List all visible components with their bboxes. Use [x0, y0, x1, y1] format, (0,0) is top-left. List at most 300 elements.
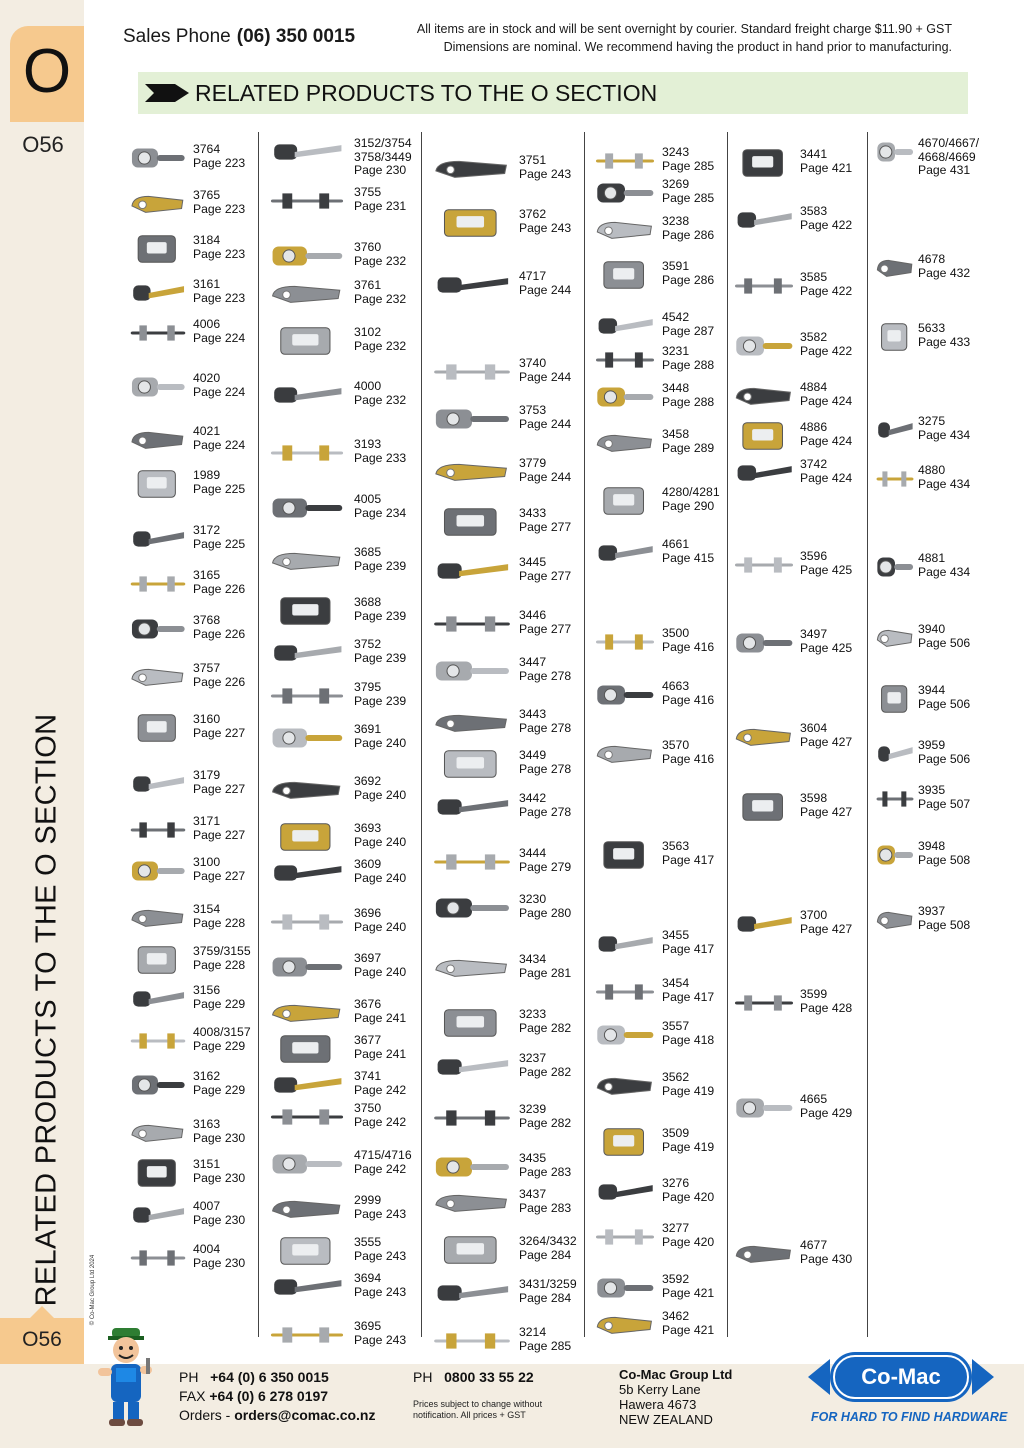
- product-code: 4005: [354, 492, 382, 506]
- product-page-ref[interactable]: Page 243: [354, 1332, 407, 1347]
- product-image-icon: [266, 133, 348, 176]
- product-page-ref[interactable]: Page 284: [519, 1290, 572, 1305]
- freephone-label: PH: [413, 1369, 433, 1385]
- column-divider: [727, 132, 728, 1337]
- product-code: 3604: [800, 721, 828, 735]
- product-page-ref[interactable]: Page 427: [800, 804, 853, 819]
- product-page-ref[interactable]: Page 241: [354, 1046, 407, 1061]
- product-image-icon: [429, 1231, 515, 1274]
- product-page-ref[interactable]: Page 424: [800, 470, 853, 485]
- product-label: [354, 279, 406, 306]
- product-label: [354, 1102, 406, 1129]
- product-page-ref[interactable]: Page 434: [918, 476, 971, 491]
- product-page-ref[interactable]: Page 239: [354, 608, 407, 623]
- product-label: [193, 1070, 245, 1097]
- product-page-ref[interactable]: Page 416: [662, 639, 715, 654]
- product-code: 3462: [662, 1309, 690, 1323]
- product-code: 3172: [193, 523, 221, 537]
- product-image-icon: [266, 948, 348, 991]
- product-label: [918, 784, 970, 811]
- product-page-ref[interactable]: Page 288: [662, 394, 715, 409]
- product-label: [800, 458, 852, 485]
- product-page-ref[interactable]: Page 290: [662, 498, 715, 513]
- product-page-ref[interactable]: Page 244: [519, 416, 572, 431]
- product-code: 3750: [354, 1101, 382, 1115]
- product-page-ref[interactable]: Page 508: [918, 852, 971, 867]
- product-label: [519, 792, 571, 819]
- product-page-ref[interactable]: Page 233: [354, 450, 407, 465]
- product-label: [519, 749, 571, 776]
- product-image-icon: [731, 267, 797, 310]
- product-page-ref[interactable]: Page 230: [193, 1255, 246, 1270]
- product-image-icon: [127, 185, 189, 228]
- product-page-ref[interactable]: Page 282: [519, 1020, 572, 1035]
- product-page-ref[interactable]: Page 240: [354, 735, 407, 750]
- product-label: [354, 638, 406, 665]
- product-label: [662, 627, 714, 654]
- product-page-ref[interactable]: Page 240: [354, 787, 407, 802]
- product-code: 3585: [800, 270, 828, 284]
- product-label: [193, 524, 245, 551]
- product-code: 4881: [918, 551, 946, 565]
- section-letter: O: [22, 37, 72, 106]
- product-page-ref[interactable]: Page 223: [193, 201, 246, 216]
- product-page-ref[interactable]: Page 280: [519, 905, 572, 920]
- product-label: [354, 438, 406, 465]
- product-label: [193, 945, 251, 972]
- product-label: [662, 1222, 714, 1249]
- product-page-ref[interactable]: Page 227: [193, 725, 246, 740]
- product-code: 3233: [519, 1007, 547, 1021]
- product-label: [918, 623, 970, 650]
- product-image-icon: [429, 1322, 515, 1365]
- product-label: [800, 1093, 852, 1120]
- product-code: 3441: [800, 147, 828, 161]
- product-page-ref[interactable]: Page 419: [662, 1083, 715, 1098]
- product-page-ref[interactable]: Page 240: [354, 919, 407, 934]
- company-address: [619, 1367, 732, 1427]
- product-page-ref[interactable]: Page 227: [193, 781, 246, 796]
- product-code: 2999: [354, 1193, 382, 1207]
- product-code: 3758/3449: [354, 149, 412, 164]
- product-page-ref[interactable]: Page 286: [662, 272, 715, 287]
- product-page-ref[interactable]: Page 239: [354, 558, 407, 573]
- product-code: 3275: [918, 414, 946, 428]
- product-code: 3557: [662, 1019, 690, 1033]
- product-image-icon: [429, 889, 515, 932]
- product-image-icon: [874, 901, 916, 944]
- product-page-ref[interactable]: Page 281: [519, 965, 572, 980]
- product-code: 3759/3155: [193, 944, 251, 958]
- product-page-ref[interactable]: Page 225: [193, 481, 246, 496]
- product-code: 3179: [193, 768, 221, 782]
- product-page-ref[interactable]: Page 232: [354, 338, 407, 353]
- product-image-icon: [874, 460, 916, 503]
- product-code: 3768: [193, 613, 221, 627]
- product-image-icon: [127, 368, 189, 411]
- product-label: [662, 1020, 714, 1047]
- product-image-icon: [592, 925, 658, 968]
- product-label: [662, 680, 714, 707]
- product-code: 3592: [662, 1272, 690, 1286]
- product-page-ref[interactable]: Page 282: [519, 1064, 572, 1079]
- product-image-icon: [592, 378, 658, 421]
- notice-line-2: Dimensions are nominal. We recommend having the product in hand prior to manufacturing.: [443, 40, 952, 54]
- product-page-ref[interactable]: Page 242: [354, 1082, 407, 1097]
- product-code: 3500: [662, 626, 690, 640]
- comac-logo: [808, 1346, 994, 1408]
- product-page-ref[interactable]: Page 227: [193, 827, 246, 842]
- product-image-icon: [266, 1268, 348, 1311]
- product-page-ref[interactable]: Page 433: [918, 334, 971, 349]
- product-image-icon: [127, 274, 189, 317]
- product-label: [519, 1278, 577, 1305]
- product-label: [519, 1052, 571, 1079]
- product-page-ref[interactable]: Page 286: [662, 227, 715, 242]
- product-page-ref[interactable]: Page 418: [662, 1032, 715, 1047]
- product-code: 3751: [519, 153, 547, 167]
- product-image-icon: [127, 941, 189, 984]
- product-image-icon: [266, 1316, 348, 1359]
- product-image-icon: [266, 719, 348, 762]
- product-code: 3694: [354, 1271, 382, 1285]
- product-image-icon: [266, 634, 348, 677]
- product-page-ref[interactable]: Page 432: [918, 265, 971, 280]
- product-label: [193, 569, 245, 596]
- product-image-icon: [127, 1196, 189, 1239]
- product-page-ref[interactable]: Page 239: [354, 650, 407, 665]
- product-page-ref[interactable]: Page 243: [354, 1248, 407, 1263]
- product-page-ref[interactable]: Page 424: [800, 393, 853, 408]
- product-page-ref[interactable]: Page 277: [519, 519, 572, 534]
- product-page-ref[interactable]: Page 231: [354, 198, 407, 213]
- product-page-ref[interactable]: Page 416: [662, 751, 715, 766]
- product-code: 3609: [354, 857, 382, 871]
- product-page-ref[interactable]: Page 285: [662, 158, 715, 173]
- product-code: 3238: [662, 214, 690, 228]
- fax-label: FAX: [179, 1388, 206, 1404]
- product-page-ref[interactable]: Page 417: [662, 941, 715, 956]
- product-code: 3434: [519, 952, 547, 966]
- product-page-ref[interactable]: Page 230: [193, 1170, 246, 1185]
- banner-title: RELATED PRODUCTS TO THE O SECTION: [195, 80, 658, 106]
- product-code: 3264/3432: [519, 1234, 577, 1248]
- price-note-line-1: Prices subject to change without: [413, 1399, 543, 1409]
- product-page-ref[interactable]: Page 289: [662, 440, 715, 455]
- product-image-icon: [429, 1004, 515, 1047]
- product-label: [354, 1272, 406, 1299]
- product-page-ref[interactable]: Page 240: [354, 870, 407, 885]
- product-image-icon: [429, 652, 515, 695]
- product-label: [354, 493, 406, 520]
- product-image-icon: [127, 811, 189, 854]
- product-label: [354, 137, 412, 178]
- product-code: 3935: [918, 783, 946, 797]
- product-page-ref[interactable]: Page 242: [354, 1114, 407, 1129]
- product-label: [662, 215, 714, 242]
- product-page-ref[interactable]: Page 224: [193, 330, 246, 345]
- product-page-ref[interactable]: Page 240: [354, 964, 407, 979]
- product-label: [918, 905, 970, 932]
- product-page-ref[interactable]: Page 419: [662, 1139, 715, 1154]
- product-image-icon: [127, 980, 189, 1023]
- address-line-1: 5b Kerry Lane: [619, 1382, 701, 1397]
- logo-text: Co-Mac: [861, 1364, 941, 1389]
- product-code: 3152/3754: [354, 136, 412, 150]
- product-page-ref[interactable]: Page 229: [193, 1038, 246, 1053]
- product-page-ref[interactable]: Page 422: [800, 343, 853, 358]
- product-image-icon: [592, 1067, 658, 1110]
- vertical-section-title: RELATED PRODUCTS TO THE O SECTION: [30, 713, 63, 1307]
- product-image-icon: [592, 256, 658, 299]
- product-page-ref[interactable]: Page 239: [354, 693, 407, 708]
- product-page-ref[interactable]: Page 421: [662, 1322, 715, 1337]
- product-code: 3570: [662, 738, 690, 752]
- product-code: 3214: [519, 1325, 547, 1339]
- product-code: 4665: [800, 1092, 828, 1106]
- product-image-icon: [429, 150, 515, 193]
- product-page-ref[interactable]: Page 424: [800, 433, 853, 448]
- product-image-icon: [592, 424, 658, 467]
- product-page-ref[interactable]: Page 422: [800, 217, 853, 232]
- product-code: 3448: [662, 381, 690, 395]
- product-code: 3433: [519, 506, 547, 520]
- product-code: 3676: [354, 997, 382, 1011]
- product-label: [918, 464, 970, 491]
- product-image-icon: [429, 453, 515, 496]
- product-page-ref[interactable]: Page 428: [800, 1000, 853, 1015]
- product-page-ref[interactable]: Page 506: [918, 696, 971, 711]
- product-image-icon: [592, 973, 658, 1016]
- product-code: 3458: [662, 427, 690, 441]
- product-image-icon: [429, 204, 515, 247]
- product-page-ref[interactable]: Page 417: [662, 852, 715, 867]
- company-name: Co-Mac Group Ltd: [619, 1367, 733, 1382]
- product-code: 3162: [193, 1069, 221, 1083]
- product-page-ref[interactable]: Page 226: [193, 581, 246, 596]
- product-page-ref[interactable]: Page 277: [519, 568, 572, 583]
- product-page-ref[interactable]: Page 427: [800, 734, 853, 749]
- product-page-ref[interactable]: Page 415: [662, 550, 715, 565]
- product-image-icon: [266, 275, 348, 318]
- product-image-icon: [429, 745, 515, 788]
- product-page-ref[interactable]: Page 416: [662, 692, 715, 707]
- product-page-ref[interactable]: Page 420: [662, 1189, 715, 1204]
- product-page-ref[interactable]: Page 224: [193, 384, 246, 399]
- product-code: 4004: [193, 1242, 221, 1256]
- product-page-ref[interactable]: Page 285: [662, 190, 715, 205]
- product-image-icon: [266, 237, 348, 280]
- product-code: 3691: [354, 722, 382, 736]
- product-image-icon: [592, 1173, 658, 1216]
- product-page-ref[interactable]: Page 425: [800, 640, 853, 655]
- product-code: 4000: [354, 379, 382, 393]
- product-page-ref[interactable]: Page 506: [918, 751, 971, 766]
- product-page-ref[interactable]: Page 430: [800, 1251, 853, 1266]
- product-label: [918, 840, 970, 867]
- product-page-ref[interactable]: Page 230: [193, 1212, 246, 1227]
- product-page-ref[interactable]: Page 283: [519, 1164, 572, 1179]
- product-image-icon: [592, 735, 658, 778]
- orders-email[interactable]: orders@comac.co.nz: [234, 1407, 376, 1423]
- product-page-ref[interactable]: Page 431: [918, 163, 971, 178]
- product-page-ref[interactable]: Page 230: [193, 1130, 246, 1145]
- product-page-ref[interactable]: Page 429: [800, 1105, 853, 1120]
- product-image-icon: [874, 780, 916, 823]
- product-page-ref[interactable]: Page 283: [519, 1200, 572, 1215]
- product-image-icon: [127, 1239, 189, 1282]
- product-page-ref[interactable]: Page 278: [519, 804, 572, 819]
- product-code: 3455: [662, 928, 690, 942]
- product-page-ref[interactable]: Page 278: [519, 761, 572, 776]
- product-code: 3277: [662, 1221, 690, 1235]
- product-image-icon: [127, 658, 189, 701]
- product-page-ref[interactable]: Page 417: [662, 989, 715, 1004]
- product-page-ref[interactable]: Page 234: [354, 505, 407, 520]
- product-label: [800, 628, 852, 655]
- product-code: 4717: [519, 269, 547, 283]
- product-page-ref[interactable]: Page 243: [354, 1206, 407, 1221]
- product-page-ref[interactable]: Page 427: [800, 921, 853, 936]
- product-code: 3685: [354, 545, 382, 559]
- product-page-ref[interactable]: Page 223: [193, 246, 246, 261]
- product-label: [662, 311, 714, 338]
- product-code: 4021: [193, 424, 221, 438]
- product-image-icon: [429, 1099, 515, 1142]
- product-page-ref[interactable]: Page 279: [519, 859, 572, 874]
- product-page-ref[interactable]: Page 223: [193, 155, 246, 170]
- product-page-ref[interactable]: Page 225: [193, 536, 246, 551]
- product-page-ref[interactable]: Page 421: [662, 1285, 715, 1300]
- product-page-ref[interactable]: Page 230: [354, 163, 407, 178]
- product-page-ref[interactable]: Page 228: [193, 957, 246, 972]
- product-code: 3231: [662, 344, 690, 358]
- product-page-ref[interactable]: Page 434: [918, 564, 971, 579]
- product-code: 3692: [354, 774, 382, 788]
- product-page-ref[interactable]: Page 241: [354, 1010, 407, 1025]
- product-image-icon: [592, 1306, 658, 1349]
- product-label: [800, 271, 852, 298]
- section-tab-bottom: [0, 1318, 84, 1364]
- address-line-3: NEW ZEALAND: [619, 1412, 713, 1427]
- product-page-ref[interactable]: Page 434: [918, 427, 971, 442]
- product-code: 3762: [519, 207, 547, 221]
- product-image-icon: [592, 1218, 658, 1261]
- product-image-icon: [266, 322, 348, 365]
- product-label: [193, 856, 245, 883]
- product-label: [193, 1158, 245, 1185]
- product-code: 3693: [354, 821, 382, 835]
- product-page-ref[interactable]: Page 508: [918, 917, 971, 932]
- product-image-icon: [429, 503, 515, 546]
- product-code: 3509: [662, 1126, 690, 1140]
- product-image-icon: [592, 676, 658, 719]
- product-label: [193, 1243, 245, 1270]
- product-label: [354, 1149, 412, 1176]
- product-page-ref[interactable]: Page 425: [800, 562, 853, 577]
- product-page-ref[interactable]: Page 240: [354, 834, 407, 849]
- product-page-ref[interactable]: Page 242: [354, 1161, 407, 1176]
- product-code: 3757: [193, 661, 221, 675]
- product-label: [800, 381, 852, 408]
- product-page-ref[interactable]: Page 506: [918, 635, 971, 650]
- product-image-icon: [874, 619, 916, 662]
- product-page-ref[interactable]: Page 232: [354, 253, 407, 268]
- product-page-ref[interactable]: Page 226: [193, 674, 246, 689]
- section-tab: [10, 26, 84, 122]
- product-code: 3449: [519, 748, 547, 762]
- product-page-ref[interactable]: Page 223: [193, 290, 246, 305]
- product-code: 3591: [662, 259, 690, 273]
- product-page-ref[interactable]: Page 229: [193, 1082, 246, 1097]
- product-label: [519, 357, 571, 384]
- product-label: [519, 154, 571, 181]
- product-page-ref[interactable]: Page 285: [519, 1338, 572, 1353]
- product-page-ref[interactable]: Page 287: [662, 323, 715, 338]
- product-image-icon: [127, 709, 189, 752]
- product-page-ref[interactable]: Page 229: [193, 996, 246, 1011]
- product-page-ref[interactable]: Page 227: [193, 868, 246, 883]
- product-page-ref[interactable]: Page 232: [354, 291, 407, 306]
- product-label: [519, 656, 571, 683]
- product-label: [918, 253, 970, 280]
- product-code: 3741: [354, 1069, 382, 1083]
- product-page-ref[interactable]: Page 507: [918, 796, 971, 811]
- product-image-icon: [429, 949, 515, 992]
- product-page-ref[interactable]: Page 244: [519, 282, 572, 297]
- product-page-ref[interactable]: Page 228: [193, 915, 246, 930]
- product-code: 4884: [800, 380, 828, 394]
- product-page-ref[interactable]: Page 244: [519, 469, 572, 484]
- product-code: 3598: [800, 791, 828, 805]
- product-page-ref[interactable]: Page 243: [354, 1284, 407, 1299]
- product-page-ref[interactable]: Page 420: [662, 1234, 715, 1249]
- product-code: 4008/3157: [193, 1025, 251, 1039]
- product-page-ref[interactable]: Page 278: [519, 720, 572, 735]
- product-page-ref[interactable]: Page 277: [519, 621, 572, 636]
- phone-number: +64 (0) 6 350 0015: [210, 1369, 329, 1385]
- product-page-ref[interactable]: Page 282: [519, 1115, 572, 1130]
- product-image-icon: [127, 230, 189, 273]
- product-page-ref[interactable]: Page 422: [800, 283, 853, 298]
- product-page-ref[interactable]: Page 232: [354, 392, 407, 407]
- product-page-ref[interactable]: Page 224: [193, 437, 246, 452]
- product-code: 3555: [354, 1235, 382, 1249]
- product-page-ref[interactable]: Page 243: [519, 220, 572, 235]
- product-label: [354, 1070, 406, 1097]
- product-image-icon: [874, 133, 916, 176]
- product-page-ref[interactable]: Page 243: [519, 166, 572, 181]
- product-page-ref[interactable]: Page 278: [519, 668, 572, 683]
- section-banner: [138, 72, 968, 114]
- product-label: [662, 739, 714, 766]
- product-label: [193, 189, 245, 216]
- product-page-ref[interactable]: Page 244: [519, 369, 572, 384]
- product-code: 3779: [519, 456, 547, 470]
- product-page-ref[interactable]: Page 284: [519, 1247, 572, 1262]
- product-page-ref[interactable]: Page 421: [800, 160, 853, 175]
- product-image-icon: [731, 718, 797, 761]
- product-code: 3156: [193, 983, 221, 997]
- sales-phone: [123, 26, 355, 48]
- product-label: [800, 148, 852, 175]
- product-page-ref[interactable]: Page 288: [662, 357, 715, 372]
- sales-phone-label: Sales Phone: [123, 26, 231, 47]
- product-label: [193, 318, 245, 345]
- product-label: [519, 404, 571, 431]
- product-code: 4007: [193, 1199, 221, 1213]
- product-page-ref[interactable]: Page 226: [193, 626, 246, 641]
